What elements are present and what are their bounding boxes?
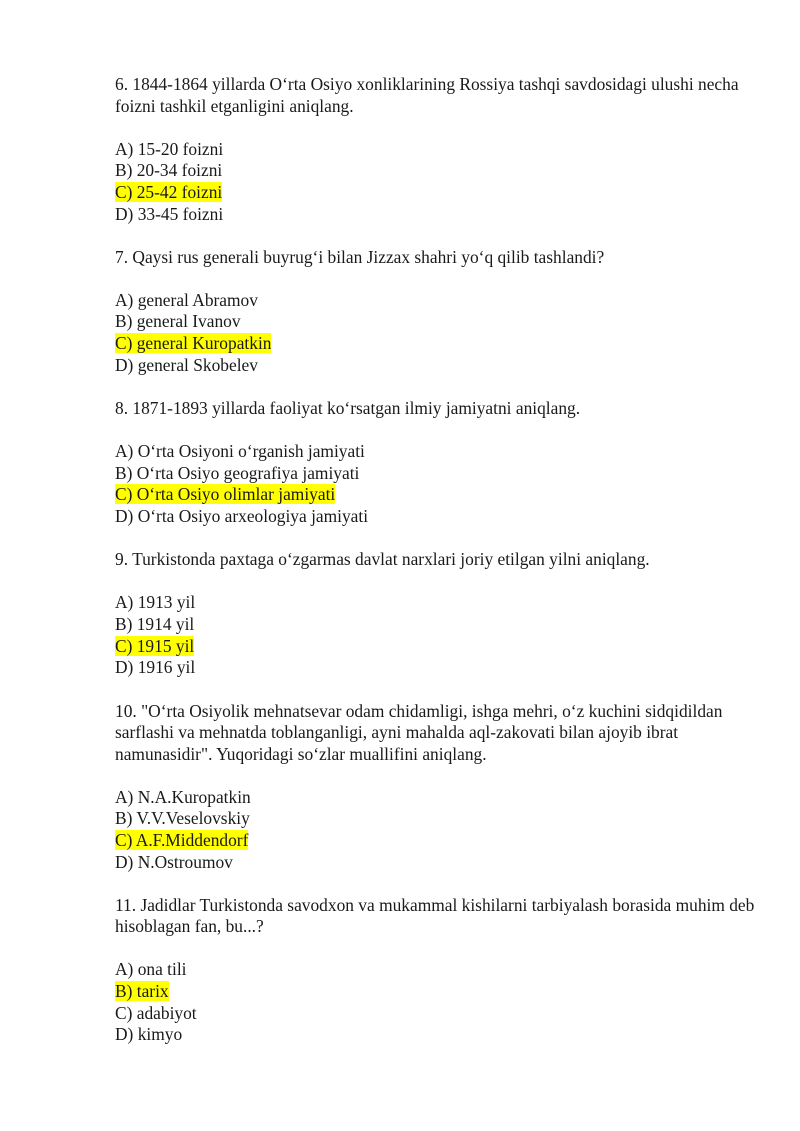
option-d: D) general Skobelev bbox=[115, 354, 258, 375]
option-a: A) O‘rta Osiyoni o‘rganish jamiyati bbox=[115, 441, 365, 461]
question-9 bbox=[115, 549, 755, 679]
question-text: 9. Turkistonda paxtaga o‘zgarmas davlat narxlari joriy etilgan yilni aniqlang. bbox=[115, 549, 650, 570]
question-8 bbox=[115, 398, 755, 528]
question-7 bbox=[115, 247, 755, 377]
option-a: A) 15-20 foizni bbox=[115, 138, 224, 159]
option-c-correct: C) O‘rta Osiyo olimlar jamiyati bbox=[115, 484, 336, 505]
options-list bbox=[115, 959, 755, 1046]
option-b: B) 1914 yil bbox=[115, 613, 195, 634]
question-text: 11. Jadidlar Turkistonda savodxon va mukammal kishilarni tarbiyalash borasida muhim deb hisoblagan fan, bu...? bbox=[115, 894, 755, 937]
option-c-correct: C) general Kuropatkin bbox=[115, 333, 272, 354]
options-list bbox=[115, 592, 755, 679]
options-list bbox=[115, 441, 755, 528]
option-c-correct: C) A.F.Middendorf bbox=[115, 829, 249, 850]
options-list bbox=[115, 139, 755, 226]
option-c-correct: C) 1915 yil bbox=[115, 635, 195, 656]
option-b: B) general Ivanov bbox=[115, 311, 241, 332]
option-b: B) V.V.Veselovskiy bbox=[115, 808, 250, 829]
quiz-page bbox=[115, 74, 755, 1046]
question-11 bbox=[115, 895, 755, 1046]
option-c: C) adabiyot bbox=[115, 1002, 197, 1023]
question-text: 7. Qaysi rus generali buyrug‘i bilan Jizzax shahri yo‘q qilib tashlandi? bbox=[115, 246, 605, 267]
option-b-correct: B) tarix bbox=[115, 980, 169, 1001]
option-c-correct: C) 25-42 foizni bbox=[115, 181, 223, 202]
question-text: 6. 1844-1864 yillarda O‘rta Osiyo xonliklarining Rossiya tashqi savdosidagi ulushi necha foizni tashkil etganligini aniqlang. bbox=[115, 74, 739, 116]
option-b: B) 20-34 foizni bbox=[115, 160, 223, 181]
options-list bbox=[115, 290, 755, 377]
question-text: 8. 1871-1893 yillarda faoliyat ko‘rsatgan ilmiy jamiyatni aniqlang. bbox=[115, 398, 581, 418]
option-a: A) ona tili bbox=[115, 959, 187, 980]
options-list bbox=[115, 787, 755, 874]
option-d: D) O‘rta Osiyo arxeologiya jamiyati bbox=[115, 506, 369, 527]
question-10 bbox=[115, 701, 755, 874]
option-d: D) kimyo bbox=[115, 1024, 183, 1045]
option-d: D) 1916 yil bbox=[115, 657, 196, 678]
question-text: 10. "O‘rta Osiyolik mehnatsevar odam chidamligi, ishga mehri, o‘z kuchini sidqidildan sarflashi va mehnatda toblanganligi, ayni mahalda aql-zakovati bilan ajoyib ibrat namunasidir". Yuqoridagi so‘zlar muallifini aniqlang. bbox=[115, 700, 723, 764]
option-a: A) 1913 yil bbox=[115, 592, 196, 613]
option-b: B) O‘rta Osiyo geografiya jamiyati bbox=[115, 462, 360, 483]
question-6 bbox=[115, 74, 755, 225]
option-a: A) N.A.Kuropatkin bbox=[115, 786, 251, 807]
option-a: A) general Abramov bbox=[115, 289, 258, 310]
option-d: D) 33-45 foizni bbox=[115, 203, 224, 224]
option-d: D) N.Ostroumov bbox=[115, 851, 233, 872]
